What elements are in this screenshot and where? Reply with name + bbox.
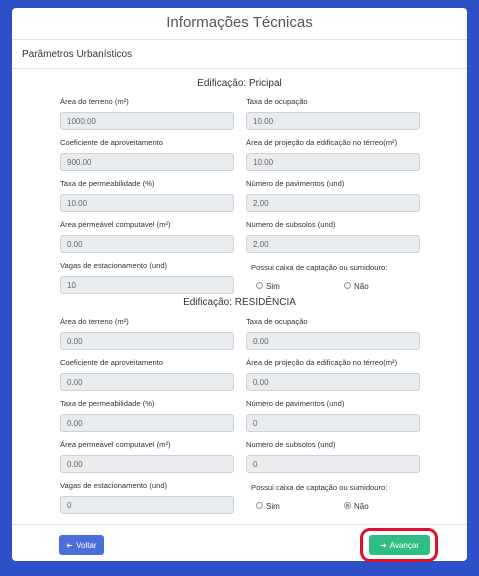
field-label: Vagas de estacionamento (und) (60, 481, 168, 490)
title-divider (12, 39, 467, 40)
radio-label: Sim (266, 502, 280, 511)
field-label: Área permeável computavel (m²) (60, 220, 171, 229)
section-title-principal: Edificação: Pricipal (197, 78, 282, 89)
radio-dot-icon (256, 502, 263, 509)
area-terreno-input[interactable]: 0.00 (60, 332, 234, 350)
taxa-ocupacao-input[interactable]: 0.00 (246, 332, 420, 350)
radio-question-label: Possui caixa de captação ou sumidouro: (251, 483, 388, 492)
radio-nao[interactable] (344, 502, 369, 511)
taxa-permeabilidade-input[interactable]: 10.00 (60, 194, 234, 212)
field-label: Número de pavimentos (und) (246, 399, 345, 408)
page-title: Informações Técnicas (166, 14, 313, 31)
field-label: Coeficiente de aproveitamento (60, 358, 164, 367)
back-button[interactable] (59, 535, 104, 555)
field-label: Área de projeção da edificação no térreo(m²) (246, 358, 398, 367)
field-label: Taxa de permeabilidade (%) (60, 179, 155, 188)
next-button-label: Avançar (389, 540, 419, 550)
radio-label: Sim (266, 282, 280, 291)
radio-sim[interactable] (256, 502, 280, 511)
vagas-estacionamento-input[interactable]: 10 (60, 276, 234, 294)
radio-dot-icon (344, 282, 351, 289)
numero-subsolos-input[interactable]: 0 (246, 455, 420, 473)
area-permeavel-input[interactable]: 0.00 (60, 455, 234, 473)
section-title-residencia: Edificação: RESIDÊNCIA (183, 297, 296, 308)
area-terreno-input[interactable]: 1000.00 (60, 112, 234, 130)
field-label: Taxa de ocupação (246, 97, 308, 106)
field-label: Numero de subsolos (und) (246, 440, 336, 449)
arrow-right-icon: ➜ (380, 540, 387, 550)
field-label: Coeficiente de aproveitamento (60, 138, 164, 147)
section-subtitle: Parâmetros Urbanísticos (22, 49, 133, 60)
field-label: Área de projeção da edificação no térreo(m²) (246, 138, 398, 147)
field-label: Área do terreno (m²) (60, 317, 129, 326)
radio-dot-icon (344, 502, 351, 509)
area-projecao-input[interactable]: 10.00 (246, 153, 420, 171)
radio-dot-icon (256, 282, 263, 289)
arrow-left-icon: ➜ (66, 540, 74, 550)
field-label: Número de pavimentos (und) (246, 179, 345, 188)
footer-divider (12, 524, 467, 525)
field-label: Taxa de permeabilidade (%) (60, 399, 155, 408)
highlight-annotation (360, 528, 438, 562)
back-button-label: Voltar (76, 540, 97, 550)
radio-question-label: Possui caixa de captação ou sumidouro: (251, 263, 388, 272)
area-projecao-input[interactable]: 0.00 (246, 373, 420, 391)
taxa-ocupacao-input[interactable]: 10.00 (246, 112, 420, 130)
field-label: Vagas de estacionamento (und) (60, 261, 168, 270)
field-label: Área do terreno (m²) (60, 97, 129, 106)
field-label: Numero de subsolos (und) (246, 220, 336, 229)
field-label: Taxa de ocupação (246, 317, 308, 326)
radio-nao[interactable] (344, 282, 369, 291)
numero-subsolos-input[interactable]: 2,00 (246, 235, 420, 253)
radio-sim[interactable] (256, 282, 280, 291)
technical-info-card (12, 8, 467, 561)
numero-pavimentos-input[interactable]: 0 (246, 414, 420, 432)
radio-label: Não (354, 282, 369, 291)
coeficiente-input[interactable]: 0.00 (60, 373, 234, 391)
radio-label: Não (354, 502, 369, 511)
area-permeavel-input[interactable]: 0.00 (60, 235, 234, 253)
taxa-permeabilidade-input[interactable]: 0.00 (60, 414, 234, 432)
vagas-estacionamento-input[interactable]: 0 (60, 496, 234, 514)
field-label: Área permeável computavel (m²) (60, 440, 171, 449)
numero-pavimentos-input[interactable]: 2,00 (246, 194, 420, 212)
subtitle-divider (12, 68, 467, 69)
coeficiente-input[interactable]: 900.00 (60, 153, 234, 171)
